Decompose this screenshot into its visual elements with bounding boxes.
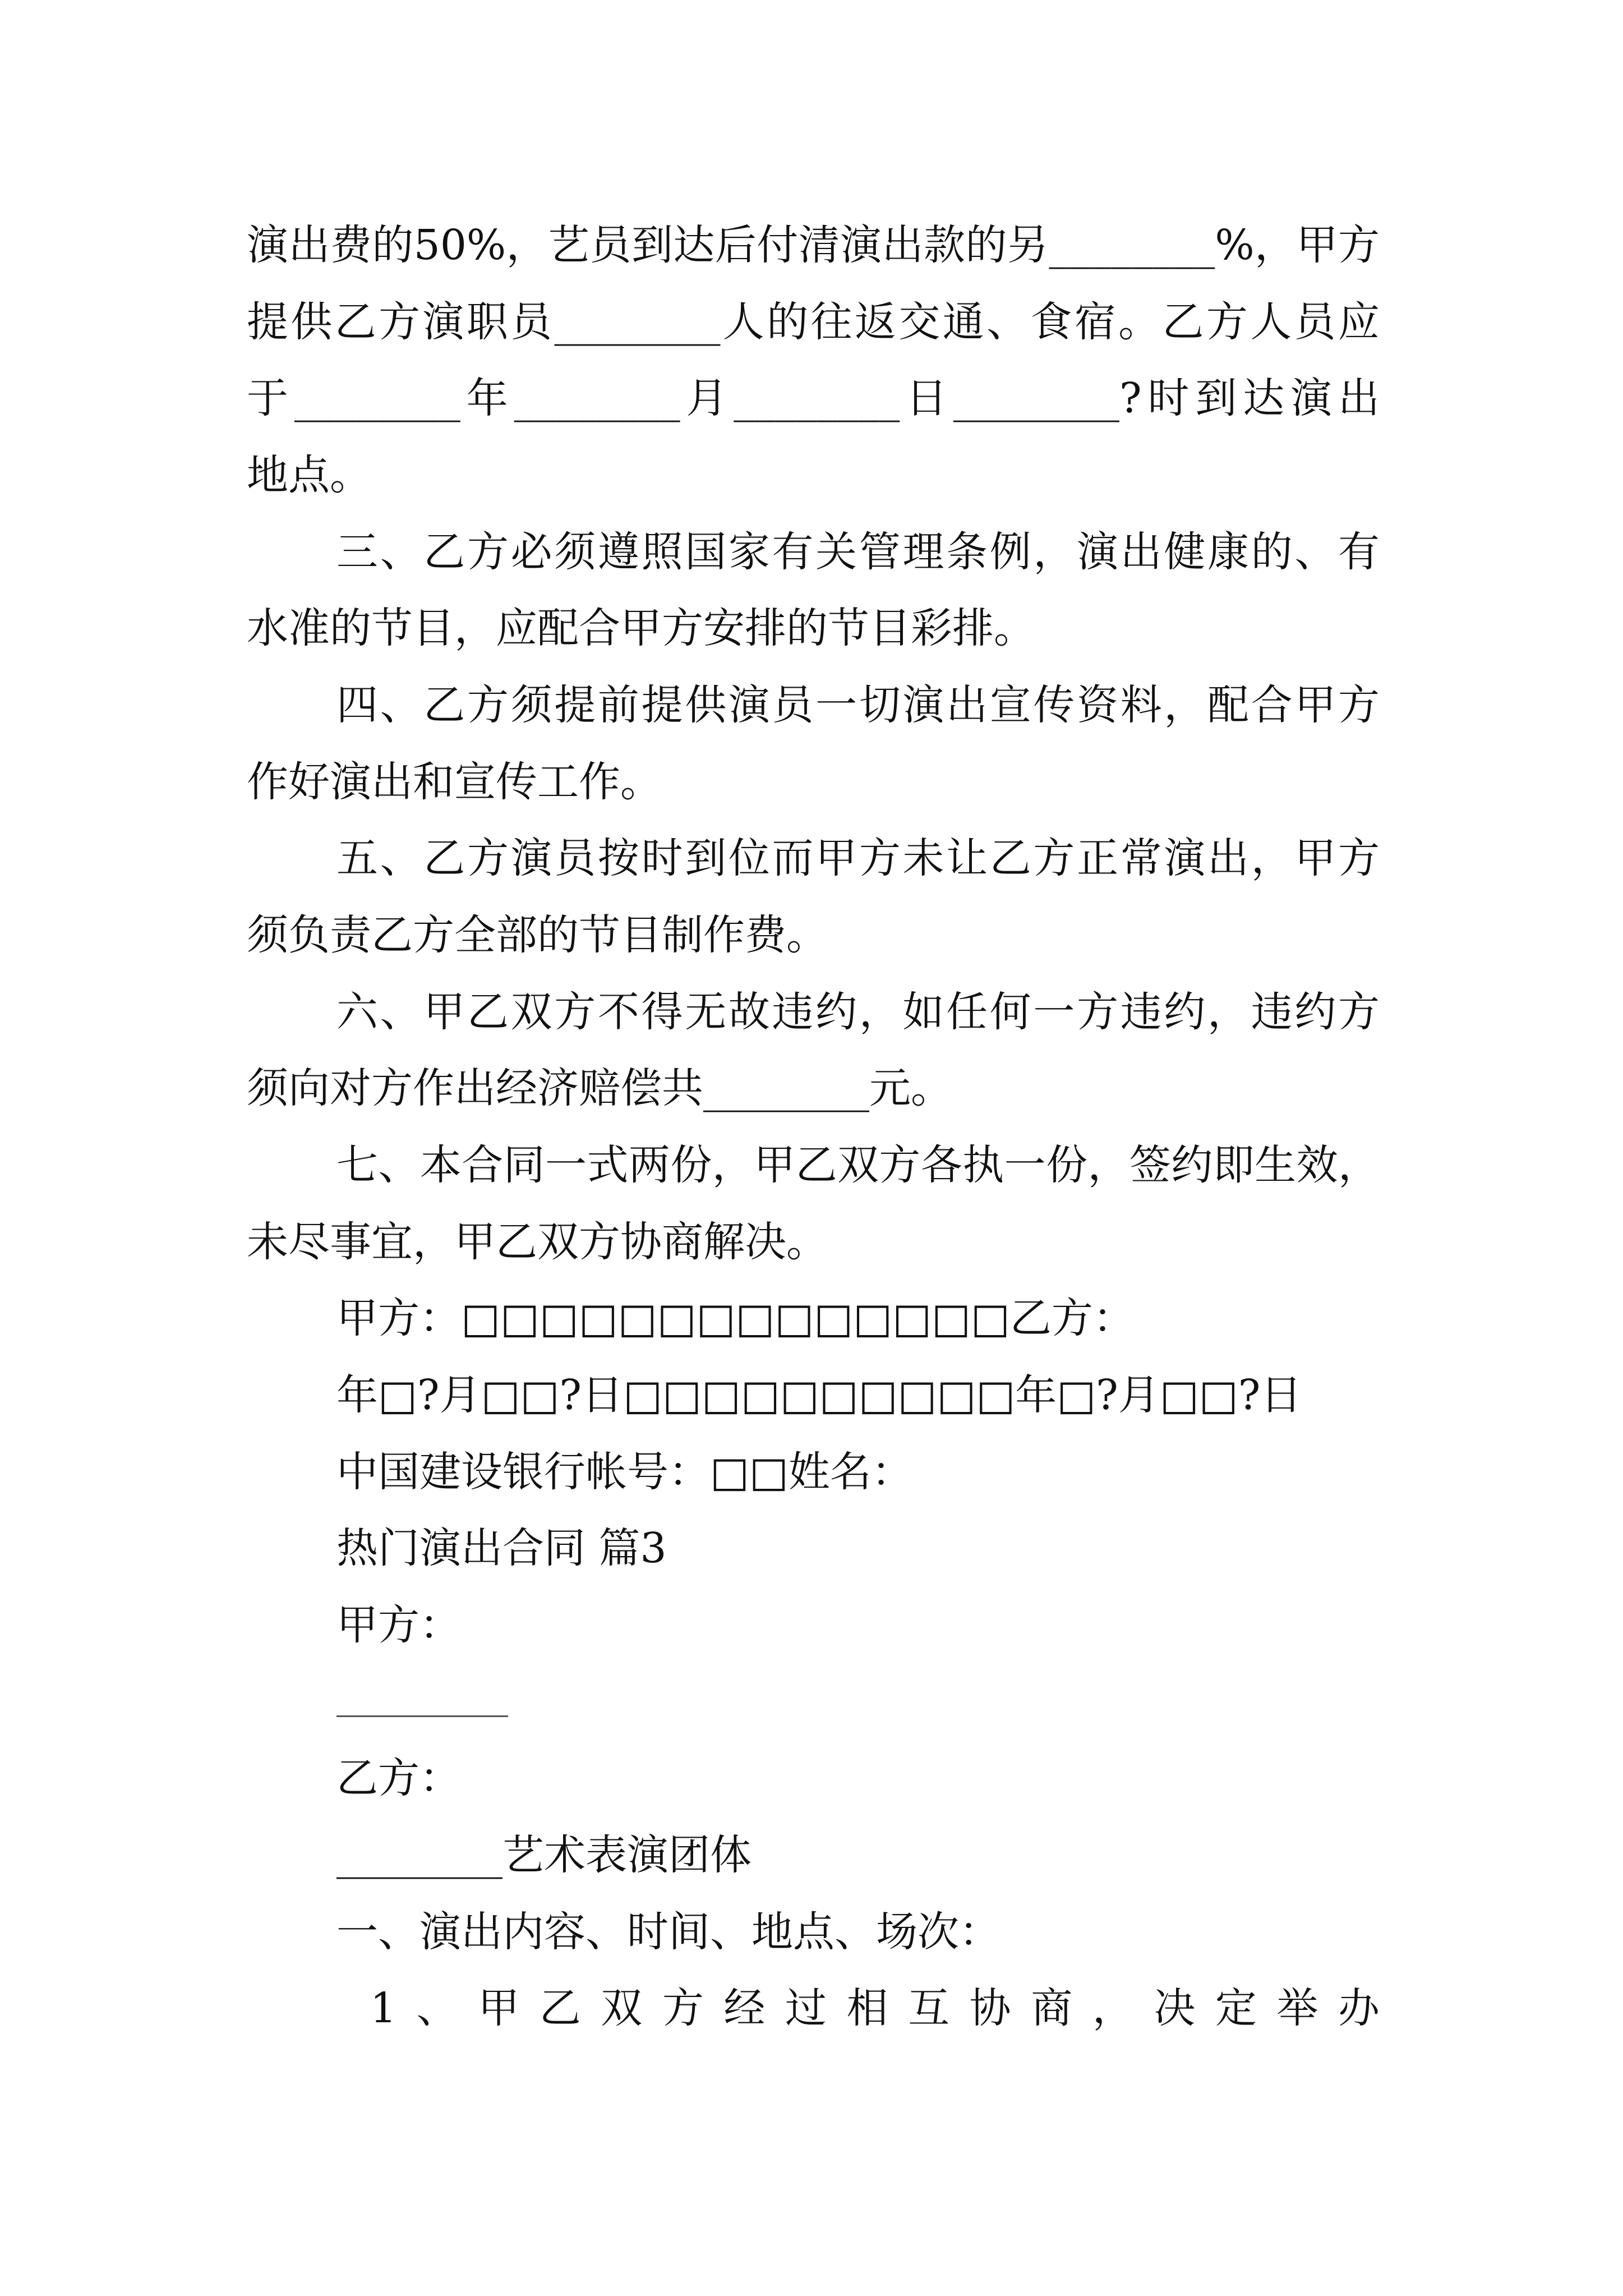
clause-6-line: 六、甲乙双方不得无故违约，如任何一方违约，违约方 [336, 988, 1380, 1036]
clause-3-line: 水准的节目，应配合甲方安排的节目彩排。 [247, 604, 1035, 652]
clause-3-line: 三、乙方必须遵照国家有关管理条例，演出健康的、有 [336, 528, 1380, 576]
clause-4-line: 作好演出和宣传工作。 [247, 758, 662, 806]
clause-6-line: 须向对方作出经济赔偿共________元。 [247, 1064, 952, 1112]
clause-5-line: 五、乙方演员按时到位而甲方未让乙方正常演出，甲方 [336, 834, 1380, 882]
contract-text-line: 地点。 [247, 451, 371, 499]
contract-text-line: 提供乙方演职员________人的往返交通、食宿。乙方人员应 [247, 298, 1380, 346]
contract-text-line: 于________年________月________日________?时到达演出 [247, 374, 1380, 422]
party-b-label: 乙方： [336, 1754, 461, 1802]
item-one-line: 1、甲乙双方经过相互协商，决定举办 [370, 1984, 1380, 2032]
section-one-heading: 一、演出内容、时间、地点、场次： [336, 1908, 1000, 1956]
bank-account-line: 中国建设银行帐号：□□姓名： [336, 1448, 913, 1496]
section-heading: 热门演出合同 篇3 [336, 1524, 667, 1572]
party-a-signature-line: 甲方：□□□□□□□□□□□□□□乙方： [336, 1294, 1135, 1342]
party-a-blank-line [336, 1715, 508, 1717]
clause-5-line: 须负责乙方全部的节目制作费。 [247, 911, 828, 959]
art-troupe-line: ________艺术表演团体 [336, 1831, 751, 1879]
clause-4-line: 四、乙方须提前提供演员一切演出宣传资料，配合甲方 [336, 681, 1380, 729]
party-a-label: 甲方： [336, 1601, 461, 1649]
clause-7-line: 未尽事宜，甲乙双方协商解决。 [247, 1218, 828, 1266]
clause-7-line: 七、本合同一式两份，甲乙双方各执一份，签约即生效， [336, 1141, 1380, 1189]
date-line: 年□?月□□?日□□□□□□□□□□年□?月□□?日 [336, 1371, 1302, 1419]
contract-text-line: 演出费的50%，艺员到达后付清演出款的另________%，甲方 [247, 221, 1380, 269]
